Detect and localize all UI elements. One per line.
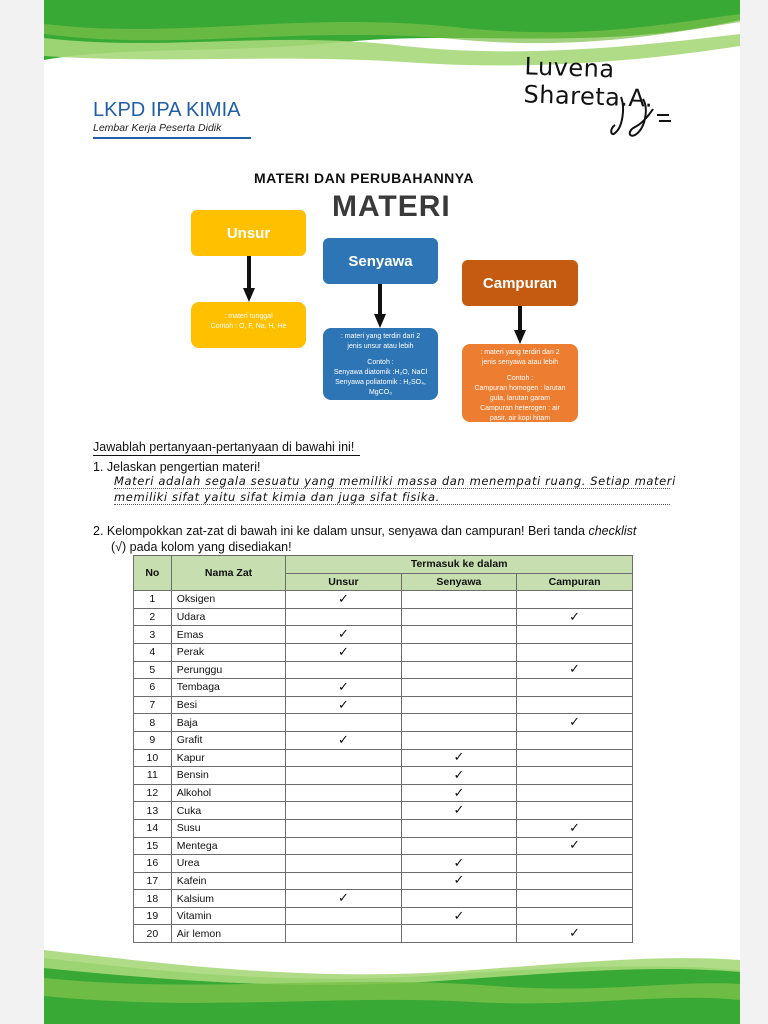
- check-cell-unsur: [286, 925, 401, 943]
- row-number: 4: [134, 643, 172, 661]
- worksheet-page: [44, 0, 740, 1024]
- unsur-desc-line: : materi tunggal: [224, 313, 273, 320]
- table-row: [134, 679, 633, 697]
- check-cell-unsur: [286, 872, 401, 890]
- checkmark-icon: ✓: [569, 838, 581, 854]
- check-cell-unsur: [286, 661, 401, 679]
- header-no: No: [134, 556, 172, 591]
- row-number: 15: [134, 837, 172, 855]
- senyawa-desc-line: MgCO₃: [368, 389, 393, 396]
- campuran-box: Campuran: [462, 260, 578, 306]
- check-cell-campuran: [517, 872, 633, 890]
- check-cell-unsur: [286, 731, 401, 749]
- unsur-desc-line: Contoh : O, F, Na, H, He: [210, 323, 287, 330]
- header-campuran: Campuran: [517, 573, 633, 591]
- row-number: 12: [134, 784, 172, 802]
- senyawa-desc-line: jenis unsur atau lebih: [347, 343, 414, 350]
- checkmark-icon: ✓: [569, 662, 581, 678]
- substance-name: Emas: [171, 626, 286, 644]
- signature-scribble: [609, 93, 689, 139]
- senyawa-desc-line: : materi yang terdiri dari 2: [340, 333, 421, 340]
- substance-name: Oksigen: [171, 591, 286, 609]
- substance-name: Vitamin: [171, 907, 286, 925]
- substance-name: Besi: [171, 696, 286, 714]
- check-cell-campuran: [517, 661, 633, 679]
- diagram-title: MATERI: [332, 190, 451, 223]
- check-cell-unsur: [286, 679, 401, 697]
- check-cell-unsur: [286, 643, 401, 661]
- row-number: 16: [134, 855, 172, 873]
- check-cell-senyawa: [401, 608, 517, 626]
- check-cell-senyawa: [401, 872, 517, 890]
- substance-name: Alkohol: [171, 784, 286, 802]
- check-cell-senyawa: [401, 784, 517, 802]
- checkmark-icon: ✓: [338, 732, 349, 748]
- check-cell-unsur: [286, 714, 401, 732]
- table-row: [134, 837, 633, 855]
- substance-name: Urea: [171, 855, 286, 873]
- check-cell-campuran: [517, 731, 633, 749]
- substance-name: Grafit: [171, 731, 286, 749]
- table-row: [134, 767, 633, 785]
- table-row: [134, 591, 633, 609]
- row-number: 17: [134, 872, 172, 890]
- check-cell-campuran: [517, 890, 633, 908]
- table-row: [134, 714, 633, 732]
- campuran-desc-line: jenis senyawa atau lebih: [481, 359, 559, 366]
- question-1: 1. Jelaskan pengertian materi!: [93, 460, 261, 474]
- chapter-heading: MATERI DAN PERUBAHANNYA: [254, 170, 474, 186]
- check-cell-senyawa: [401, 626, 517, 644]
- header-name: Nama Zat: [171, 556, 286, 591]
- checkmark-icon: ✓: [453, 855, 465, 871]
- check-cell-campuran: [517, 784, 633, 802]
- bottom-green-wave: [44, 950, 740, 1024]
- check-cell-unsur: [286, 696, 401, 714]
- check-cell-senyawa: [401, 802, 517, 820]
- checkmark-icon: ✓: [338, 644, 349, 660]
- check-cell-unsur: [286, 802, 401, 820]
- campuran-desc-line: Campuran homogen : larutan: [474, 385, 566, 392]
- check-cell-campuran: [517, 819, 633, 837]
- checkmark-icon: ✓: [338, 891, 349, 907]
- check-cell-senyawa: [401, 749, 517, 767]
- checkmark-icon: ✓: [338, 591, 349, 607]
- check-cell-unsur: [286, 591, 401, 609]
- table-row: [134, 643, 633, 661]
- check-cell-senyawa: [401, 855, 517, 873]
- worksheet-title: LKPD IPA KIMIA: [93, 99, 241, 121]
- question-2-text: 2. Kelompokkan zat-zat di bawah ini ke dalam unsur, senyawa dan campuran! Beri tanda: [93, 524, 589, 538]
- senyawa-desc-line: Senyawa poliatomik : H₂SO₄,: [335, 379, 426, 386]
- campuran-description: [462, 344, 578, 422]
- answer-1-line-2: memiliki sifat yaitu sifat kimia dan juga sifat fisika.: [114, 490, 440, 504]
- table-row: [134, 802, 633, 820]
- check-cell-senyawa: [401, 696, 517, 714]
- table-row: [134, 819, 633, 837]
- row-number: 19: [134, 907, 172, 925]
- check-cell-campuran: [517, 643, 633, 661]
- campuran-desc-line: pasir, air kopi hitam: [489, 415, 551, 422]
- check-cell-unsur: [286, 907, 401, 925]
- check-cell-campuran: [517, 767, 633, 785]
- checkmark-icon: ✓: [569, 820, 581, 836]
- check-cell-campuran: [517, 626, 633, 644]
- answer-dotted-line: [114, 504, 670, 505]
- checkmark-icon: ✓: [453, 750, 465, 766]
- answer-1-line-1: Materi adalah segala sesuatu yang memiliki massa dan menempati ruang. Setiap materi: [114, 474, 676, 488]
- checkmark-icon: ✓: [338, 627, 349, 643]
- check-cell-senyawa: [401, 819, 517, 837]
- row-number: 8: [134, 714, 172, 732]
- check-cell-senyawa: [401, 837, 517, 855]
- row-number: 6: [134, 679, 172, 697]
- substance-name: Bensin: [171, 767, 286, 785]
- campuran-desc-line: : materi yang terdiri dari 2: [480, 349, 560, 356]
- row-number: 20: [134, 925, 172, 943]
- table-row: [134, 749, 633, 767]
- check-cell-senyawa: [401, 714, 517, 732]
- row-number: 7: [134, 696, 172, 714]
- unsur-box: Unsur: [191, 210, 306, 256]
- check-cell-unsur: [286, 784, 401, 802]
- senyawa-arrow-icon: [374, 284, 386, 328]
- row-number: 14: [134, 819, 172, 837]
- row-number: 2: [134, 608, 172, 626]
- header-senyawa: Senyawa: [401, 573, 517, 591]
- substance-name: Air lemon: [171, 925, 286, 943]
- checkmark-icon: ✓: [569, 715, 581, 731]
- row-number: 1: [134, 591, 172, 609]
- table-row: [134, 661, 633, 679]
- student-signature-name: Luvena Shareta.A.: [523, 52, 654, 113]
- checkmark-icon: ✓: [453, 873, 465, 889]
- checkmark-icon: ✓: [453, 767, 465, 783]
- check-cell-unsur: [286, 890, 401, 908]
- table-row: [134, 872, 633, 890]
- substance-classification-table: [133, 555, 633, 943]
- check-cell-campuran: [517, 679, 633, 697]
- substance-name: Perak: [171, 643, 286, 661]
- checkmark-icon: ✓: [569, 609, 581, 625]
- table-row: [134, 907, 633, 925]
- senyawa-box: Senyawa: [323, 238, 438, 284]
- check-cell-campuran: [517, 855, 633, 873]
- check-cell-senyawa: [401, 591, 517, 609]
- title-underline: [93, 137, 251, 139]
- senyawa-desc-line: Contoh :: [367, 359, 394, 366]
- check-cell-campuran: [517, 591, 633, 609]
- checkmark-icon: ✓: [569, 926, 581, 942]
- row-number: 3: [134, 626, 172, 644]
- check-cell-senyawa: [401, 643, 517, 661]
- question-2: [93, 523, 693, 555]
- check-cell-unsur: [286, 767, 401, 785]
- header-unsur: Unsur: [286, 573, 401, 591]
- check-cell-senyawa: [401, 925, 517, 943]
- unsur-arrow-icon: [243, 256, 255, 302]
- table-row: [134, 626, 633, 644]
- questions-intro: Jawablah pertanyaan-pertanyaan di bawahi ini!: [93, 440, 355, 454]
- row-number: 11: [134, 767, 172, 785]
- campuran-desc-line: Campuran heterogen : air: [480, 405, 560, 412]
- check-cell-senyawa: [401, 907, 517, 925]
- row-number: 9: [134, 731, 172, 749]
- senyawa-desc-line: Senyawa diatomik :H₂O, NaCl: [333, 369, 428, 376]
- table-row: [134, 784, 633, 802]
- senyawa-description: [323, 328, 438, 400]
- unsur-description: [191, 302, 306, 348]
- check-cell-campuran: [517, 608, 633, 626]
- header-group: Termasuk ke dalam: [286, 556, 633, 574]
- checkmark-icon: ✓: [453, 785, 465, 801]
- checkmark-icon: ✓: [453, 803, 465, 819]
- check-cell-unsur: [286, 608, 401, 626]
- row-number: 10: [134, 749, 172, 767]
- campuran-arrow-icon: [514, 306, 526, 344]
- campuran-desc-line: Contoh :: [506, 375, 534, 382]
- question-2-emphasis: checklist: [588, 524, 637, 538]
- check-cell-unsur: [286, 819, 401, 837]
- check-cell-senyawa: [401, 890, 517, 908]
- table-row: [134, 731, 633, 749]
- check-cell-unsur: [286, 855, 401, 873]
- check-cell-campuran: [517, 925, 633, 943]
- check-cell-unsur: [286, 749, 401, 767]
- checkmark-icon: ✓: [453, 908, 465, 924]
- check-cell-senyawa: [401, 731, 517, 749]
- check-cell-unsur: [286, 837, 401, 855]
- answer-dotted-line: [114, 488, 670, 489]
- check-cell-senyawa: [401, 679, 517, 697]
- substance-name: Susu: [171, 819, 286, 837]
- question-2-text-line-2: (√) pada kolom yang disediakan!: [111, 540, 292, 554]
- table-row: [134, 608, 633, 626]
- substance-name: Tembaga: [171, 679, 286, 697]
- campuran-desc-line: gula, larutan garam: [489, 395, 551, 402]
- checkmark-icon: ✓: [338, 697, 349, 713]
- check-cell-campuran: [517, 907, 633, 925]
- check-cell-unsur: [286, 626, 401, 644]
- substance-name: Baja: [171, 714, 286, 732]
- substance-name: Mentega: [171, 837, 286, 855]
- row-number: 18: [134, 890, 172, 908]
- questions-intro-underline: [93, 455, 360, 456]
- check-cell-campuran: [517, 696, 633, 714]
- substance-name: Perunggu: [171, 661, 286, 679]
- substance-name: Cuka: [171, 802, 286, 820]
- check-cell-campuran: [517, 749, 633, 767]
- worksheet-subtitle: Lembar Kerja Peserta Didik: [93, 122, 222, 134]
- table-body: [134, 591, 633, 943]
- substance-name: Kafein: [171, 872, 286, 890]
- check-cell-campuran: [517, 714, 633, 732]
- check-cell-senyawa: [401, 767, 517, 785]
- substance-name: Kapur: [171, 749, 286, 767]
- row-number: 13: [134, 802, 172, 820]
- check-cell-campuran: [517, 802, 633, 820]
- table-row: [134, 925, 633, 943]
- row-number: 5: [134, 661, 172, 679]
- substance-name: Udara: [171, 608, 286, 626]
- substance-name: Kalsium: [171, 890, 286, 908]
- check-cell-campuran: [517, 837, 633, 855]
- table-row: [134, 890, 633, 908]
- table-row: [134, 855, 633, 873]
- check-cell-senyawa: [401, 661, 517, 679]
- table-row: [134, 696, 633, 714]
- checkmark-icon: ✓: [338, 679, 349, 695]
